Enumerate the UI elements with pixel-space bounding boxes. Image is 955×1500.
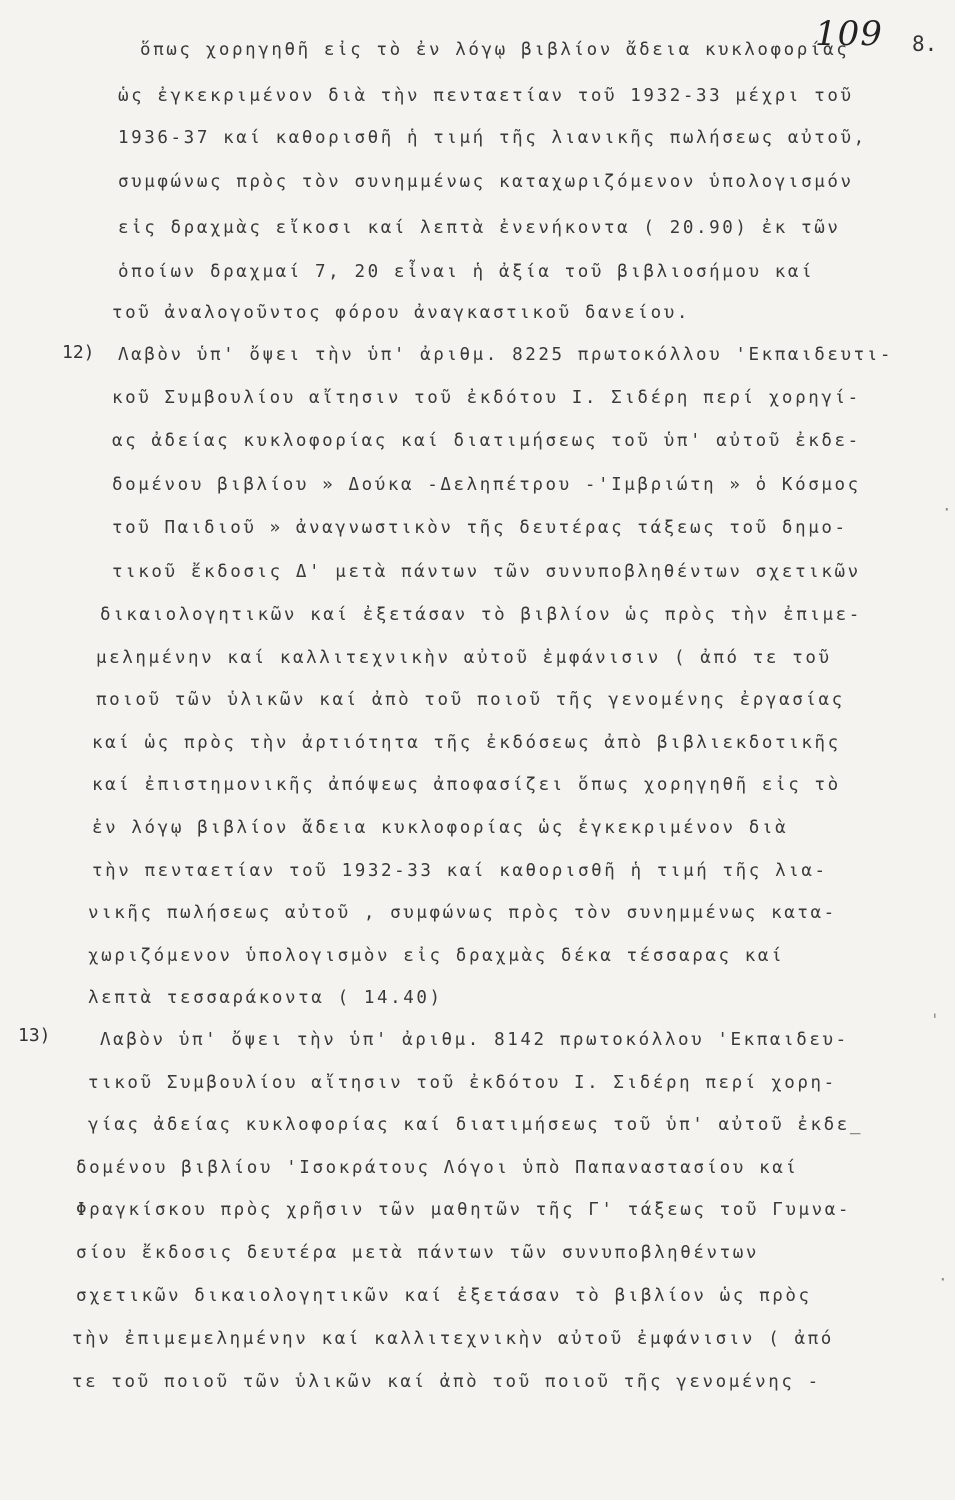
text-line: ὡς ἐγκεκριμένον διὰ τὴν πενταετίαν τοῦ 1932-33 μέχρι τοῦ [118,86,854,106]
page-number: 8. [912,32,938,56]
text-line: σχετικῶν δικαιολογητικῶν καί ἐξετάσαν τὸ βιβλίον ὡς πρὸς [76,1286,812,1306]
text-line: τικοῦ Συμβουλίου αἴτησιν τοῦ ἐκδότου Ι. Σιδέρη περί χορη- [88,1073,837,1093]
text-line: καί ἐπιστημονικῆς ἀπόψεως ἀποφασίζει ὅπως χορηγηθῆ εἰς τὸ [92,775,841,795]
text-line: γίας ἀδείας κυκλοφορίας καί διατιμήσεως τοῦ ὑπ' αὐτοῦ ἐκδε_ [88,1115,864,1135]
text-line: τὴν πενταετίαν τοῦ 1932-33 καί καθορισθῆ ἡ τιμή τῆς λια- [92,861,828,881]
text-line: συμφώνως πρὸς τὸν συνημμένως καταχωριζόμενον ὑπολογισμόν [118,172,854,192]
handwritten-folio-number: 109 [815,14,883,54]
text-line: ποιοῦ τῶν ὑλικῶν καί ἀπὸ τοῦ ποιοῦ τῆς γενομένης ἐργασίας [96,690,845,710]
text-line: δικαιολογητικῶν καί ἐξετάσαν τὸ βιβλίον ὡς πρὸς τὴν ἐπιμε- [100,605,862,625]
text-line: λεπτὰ τεσσαράκοντα ( 14.40) [88,988,443,1008]
text-line: δομένου βιβλίου » Δούκα -Δεληπέτρου -'Ιμβριώτη » ὁ Κόσμος [112,475,861,495]
section-marker-12: 12) [62,342,95,363]
text-line: νικῆς πωλήσεως αὐτοῦ , συμφώνως πρὸς τὸν συνημμένως κατα- [88,903,837,923]
text-line: τε τοῦ ποιοῦ τῶν ὑλικῶν καί ἀπὸ τοῦ ποιοῦ τῆς γενομένης - [72,1372,821,1392]
text-line: τὴν ἐπιμεμελημένην καί καλλιτεχνικὴν αὐτοῦ ἐμφάνισιν ( ἀπό [72,1329,834,1349]
margin-tick: ' [930,1010,940,1029]
text-line: Λαβὸν ὑπ' ὄψει τὴν ὑπ' ἀριθμ. 8225 πρωτοκόλλου 'Εκπαιδευτι- [118,345,894,365]
section-marker-13: 13) [18,1025,51,1046]
text-line: ὅπως χορηγηθῆ εἰς τὸ ἐν λόγῳ βιβλίον ἄδεια κυκλοφορίας [140,40,850,60]
text-line: Λαβὸν ὑπ' ὄψει τὴν ὑπ' ἀριθμ. 8142 πρωτοκόλλου 'Εκπαιδευ- [100,1030,849,1050]
text-line: δομένου βιβλίου 'Ισοκράτους Λόγοι ὑπὸ Παπαναστασίου καί [76,1158,799,1178]
text-line: ἐν λόγῳ βιβλίον ἄδεια κυκλοφορίας ὡς ἐγκεκριμένον διὰ [92,818,789,838]
text-line: Φραγκίσκου πρὸς χρῆσιν τῶν μαθητῶν τῆς Γ' τάξεως τοῦ Γυμνα- [76,1200,852,1220]
text-line: ὁποίων δραχμαί 7, 20 εἶναι ἡ ἀξία τοῦ βιβλιοσήμου καί [118,262,815,282]
text-line: 1936-37 καί καθορισθῆ ἡ τιμή τῆς λιανικῆς πωλήσεως αὐτοῦ, [118,128,867,148]
text-line: χωριζόμενον ὑπολογισμὸν εἰς δραχμὰς δέκα τέσσαρας καί [88,946,785,966]
text-line: εἰς δραχμὰς εἴκοσι καί λεπτὰ ἐνενήκοντα ( 20.90) ἐκ τῶν [118,218,841,238]
margin-dot: · [942,500,952,519]
text-line: τικοῦ ἔκδοσις Δ' μετὰ πάντων τῶν συνυποβληθέντων σχετικῶν [112,562,861,582]
text-line: κοῦ Συμβουλίου αἴτησιν τοῦ ἐκδότου Ι. Σιδέρη περί χορηγί- [112,388,861,408]
text-line: ας ἀδείας κυκλοφορίας καί διατιμήσεως τοῦ ὑπ' αὐτοῦ ἐκδε- [112,431,861,451]
text-line: τοῦ ἀναλογοῦντος φόρου ἀναγκαστικοῦ δανείου. [112,303,690,323]
text-line: μελημένην καί καλλιτεχνικὴν αὐτοῦ ἐμφάνισιν ( ἀπό τε τοῦ [96,648,832,668]
margin-dot: · [938,1270,948,1289]
text-line: καί ὡς πρὸς τὴν ἀρτιότητα τῆς ἐκδόσεως ἀπὸ βιβλιεκδοτικῆς [92,733,841,753]
text-line: σίου ἔκδοσις δευτέρα μετὰ πάντων τῶν συνυποβληθέντων [76,1243,760,1263]
text-line: τοῦ Παιδιοῦ » ἀναγνωστικὸν τῆς δευτέρας τάξεως τοῦ δημο- [112,518,848,538]
